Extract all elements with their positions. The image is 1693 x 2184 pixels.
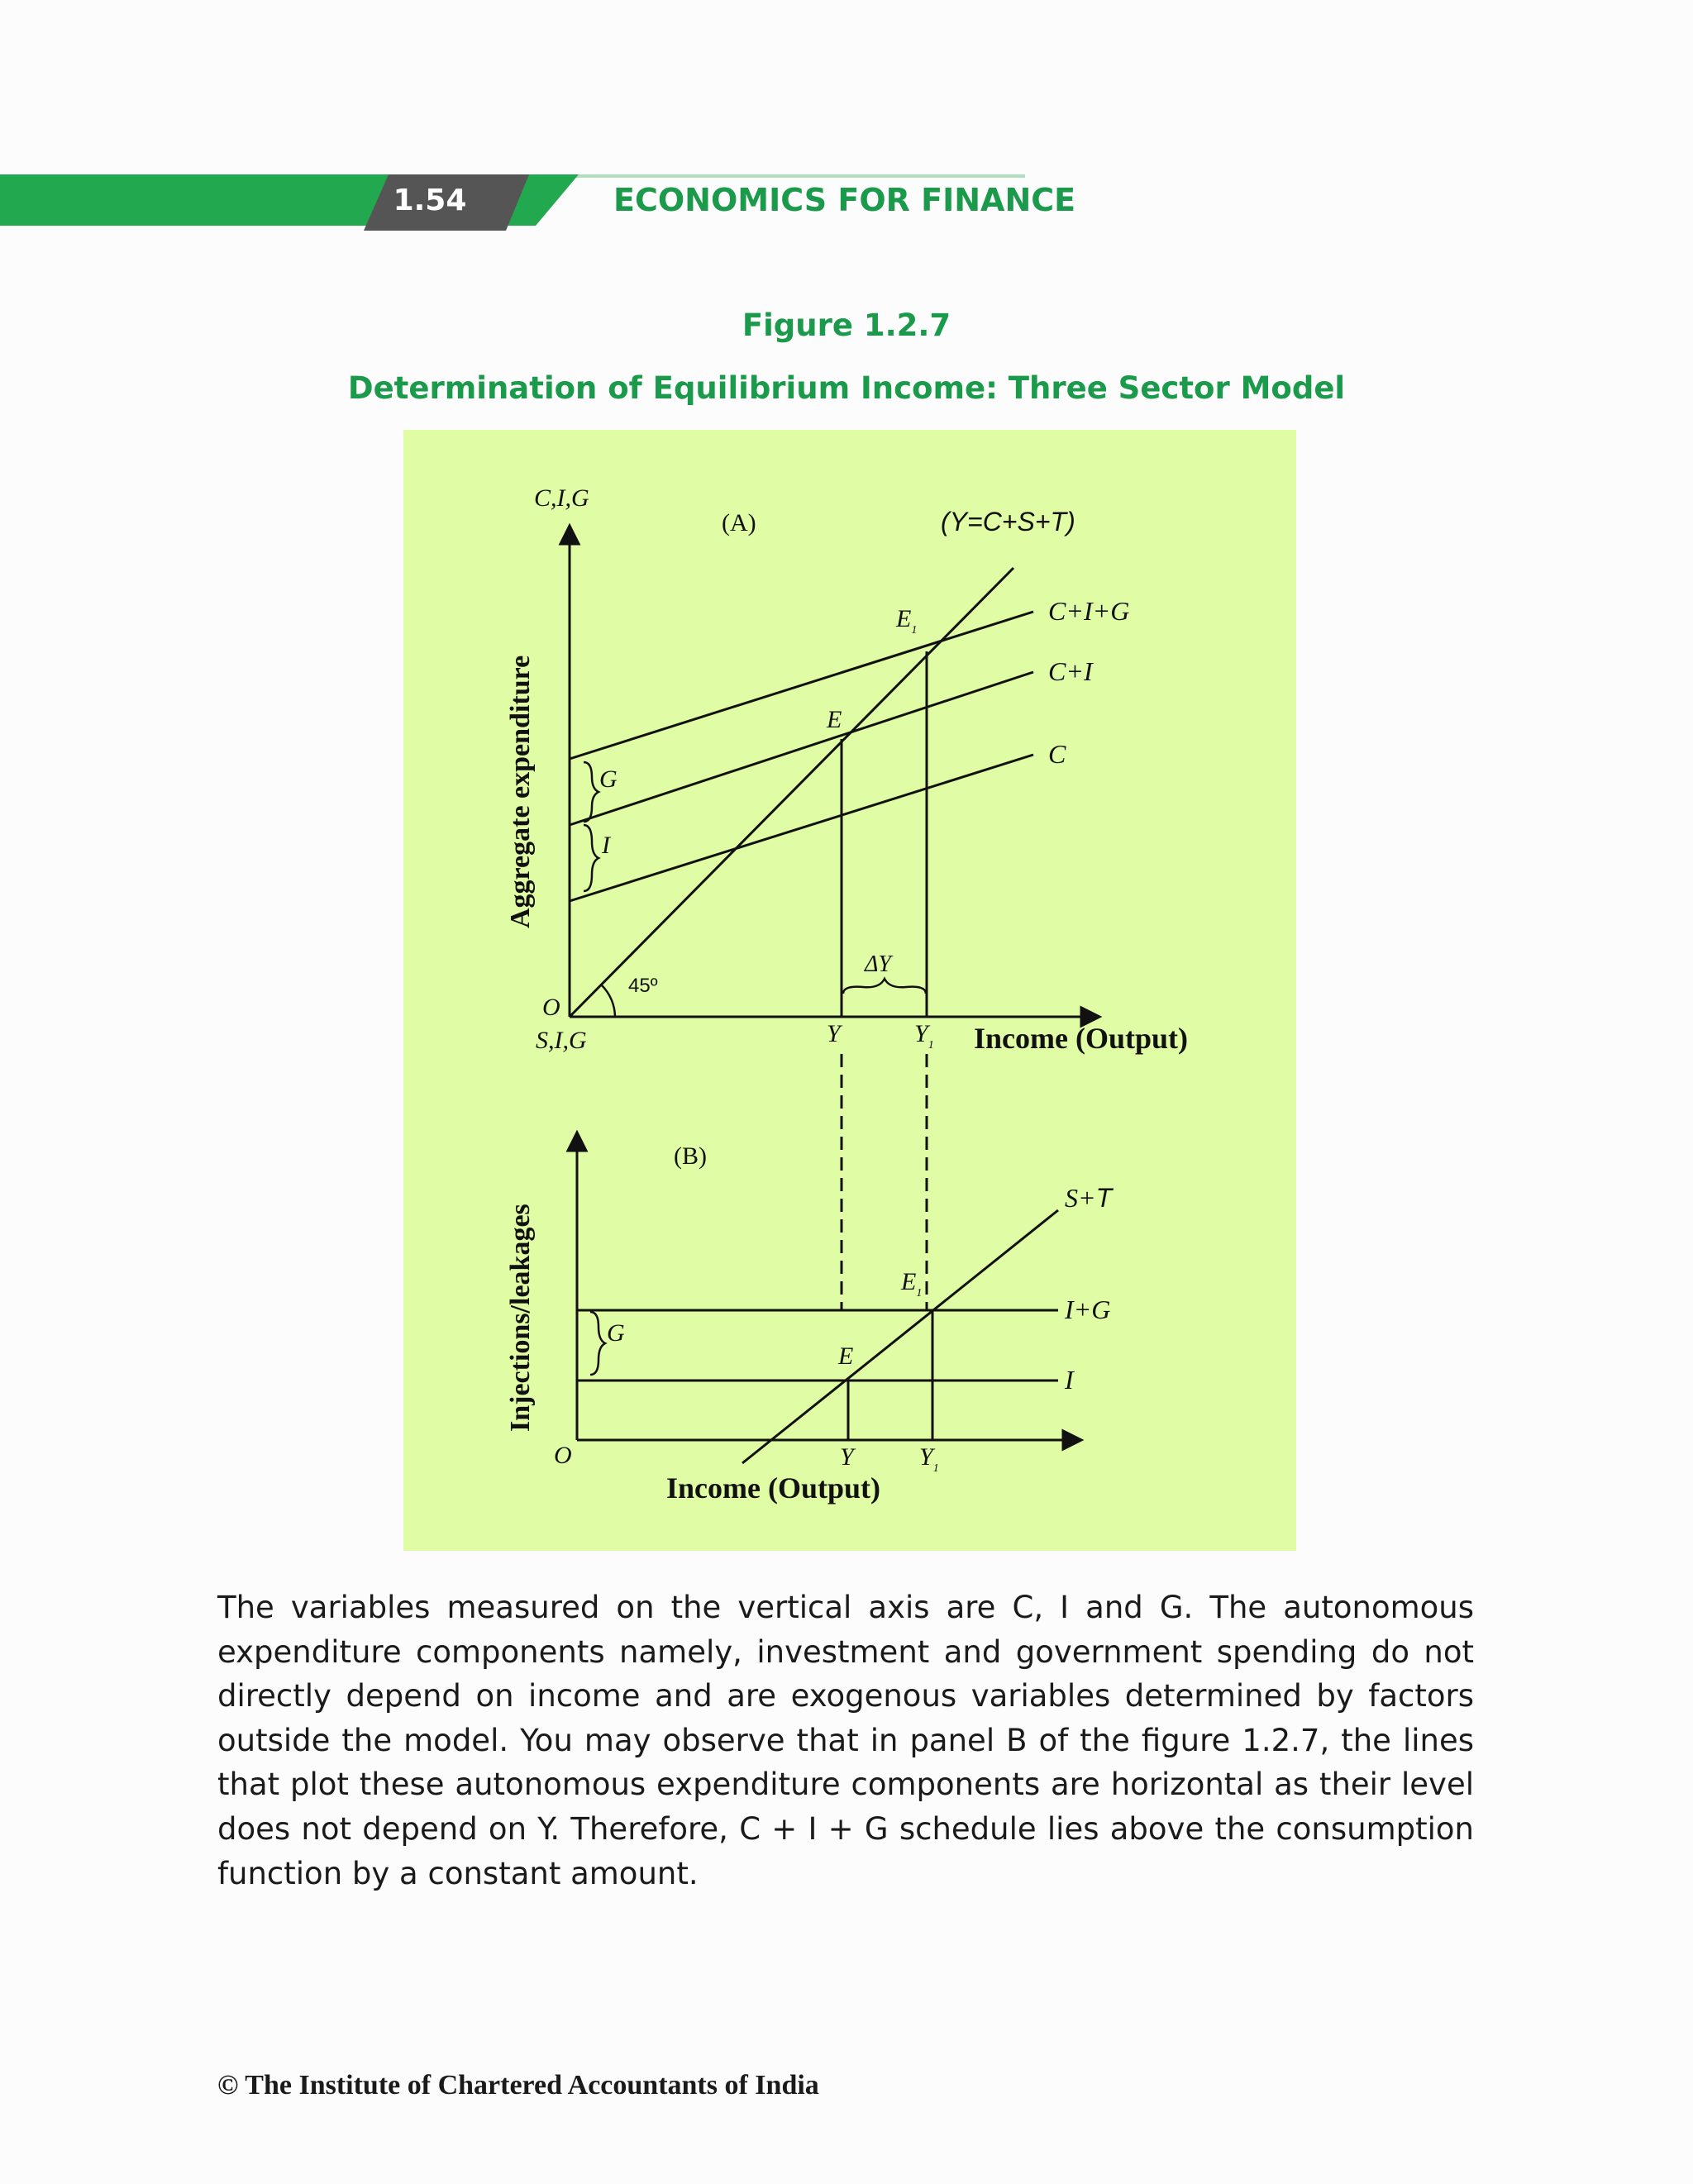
footer-copyright: © The Institute of Chartered Accountants of India bbox=[217, 2070, 819, 2101]
label-c: C bbox=[1048, 739, 1066, 769]
x-label-y1-a: $Y_1$ bbox=[914, 1020, 934, 1051]
panel-a-y-axis-title: Aggregate expenditure bbox=[505, 655, 536, 928]
angle-arc bbox=[602, 985, 615, 1017]
panel-a-c-line bbox=[570, 755, 1033, 901]
panel-a-45-degree-line bbox=[570, 568, 1013, 1017]
panel-b bbox=[577, 1134, 1080, 1463]
brace-i-label-a: I bbox=[602, 832, 610, 859]
x-label-y-b: Y bbox=[840, 1443, 854, 1471]
label-cig: C+I+G bbox=[1048, 596, 1130, 626]
label-ci: C+I bbox=[1048, 656, 1093, 686]
point-e1-label-b: $E_1$ bbox=[901, 1268, 923, 1299]
panel-a-ci-line bbox=[570, 672, 1033, 825]
angle-label: 45º bbox=[628, 975, 658, 997]
delta-y-brace bbox=[843, 979, 926, 994]
brace-g-b bbox=[590, 1312, 605, 1375]
figure-label: Figure 1.2.7 bbox=[742, 308, 951, 343]
brace-g-label-b: G bbox=[607, 1319, 625, 1347]
panel-a-cig-line bbox=[570, 612, 1033, 759]
panel-b-y-axis-label: S,I,G bbox=[536, 1027, 587, 1054]
figure-caption: Determination of Equilibrium Income: Three Sector Model bbox=[347, 370, 1346, 406]
body-paragraph: The variables measured on the vertical axis are C, I and G. The autonomous expenditure components namely, investment and government spending do not directly depend on income and are exogenous variables determined by factors outside the model. You may observe that in panel B of the figure 1.2.7, the lines that plot these autonomous expenditure components are horizontal as their level does not depend on Y. Therefore, C + I + G schedule lies above the consumption function by a constant amount. bbox=[217, 1590, 1474, 1891]
identity-label: (Y=C+S+T) bbox=[941, 507, 1075, 536]
brace-g-a bbox=[584, 762, 599, 822]
point-e-label-a: E bbox=[827, 706, 842, 733]
panel-a-origin: O bbox=[542, 994, 560, 1021]
panel-a-x-axis-title: Income (Output) bbox=[974, 1022, 1189, 1055]
point-e-label-b: E bbox=[838, 1342, 854, 1370]
brace-g-label-a: G bbox=[599, 765, 618, 793]
panel-a-labels bbox=[505, 484, 1188, 1055]
panel-b-st-line bbox=[742, 1210, 1058, 1463]
x-label-y1-b: $Y_1$ bbox=[919, 1443, 939, 1475]
figure-panel bbox=[403, 430, 1296, 1551]
page-number: 1.54 bbox=[393, 183, 467, 217]
delta-y-label: ΔY bbox=[865, 951, 892, 977]
panel-b-y-axis-title: Injections/leakages bbox=[505, 1204, 536, 1432]
x-label-y-a: Y bbox=[827, 1020, 841, 1047]
panel-a bbox=[570, 527, 1098, 1017]
label-st: S+T bbox=[1065, 1183, 1113, 1213]
panel-a-tag: (A) bbox=[722, 509, 756, 536]
panel-b-origin: O bbox=[554, 1442, 572, 1469]
book-title: ECONOMICS FOR FINANCE bbox=[613, 182, 1076, 218]
label-ig: I+G bbox=[1065, 1295, 1111, 1324]
point-e1-label-a: $E_1$ bbox=[896, 605, 918, 637]
panel-a-y-axis-label: C,I,G bbox=[534, 484, 589, 512]
label-i: I bbox=[1065, 1365, 1074, 1395]
brace-i-a bbox=[584, 825, 599, 891]
figure-diagram bbox=[403, 430, 1296, 1551]
panel-b-labels bbox=[505, 1027, 1114, 1504]
panel-b-tag: (B) bbox=[674, 1142, 707, 1170]
panel-b-x-axis-title: Income (Output) bbox=[666, 1471, 880, 1504]
